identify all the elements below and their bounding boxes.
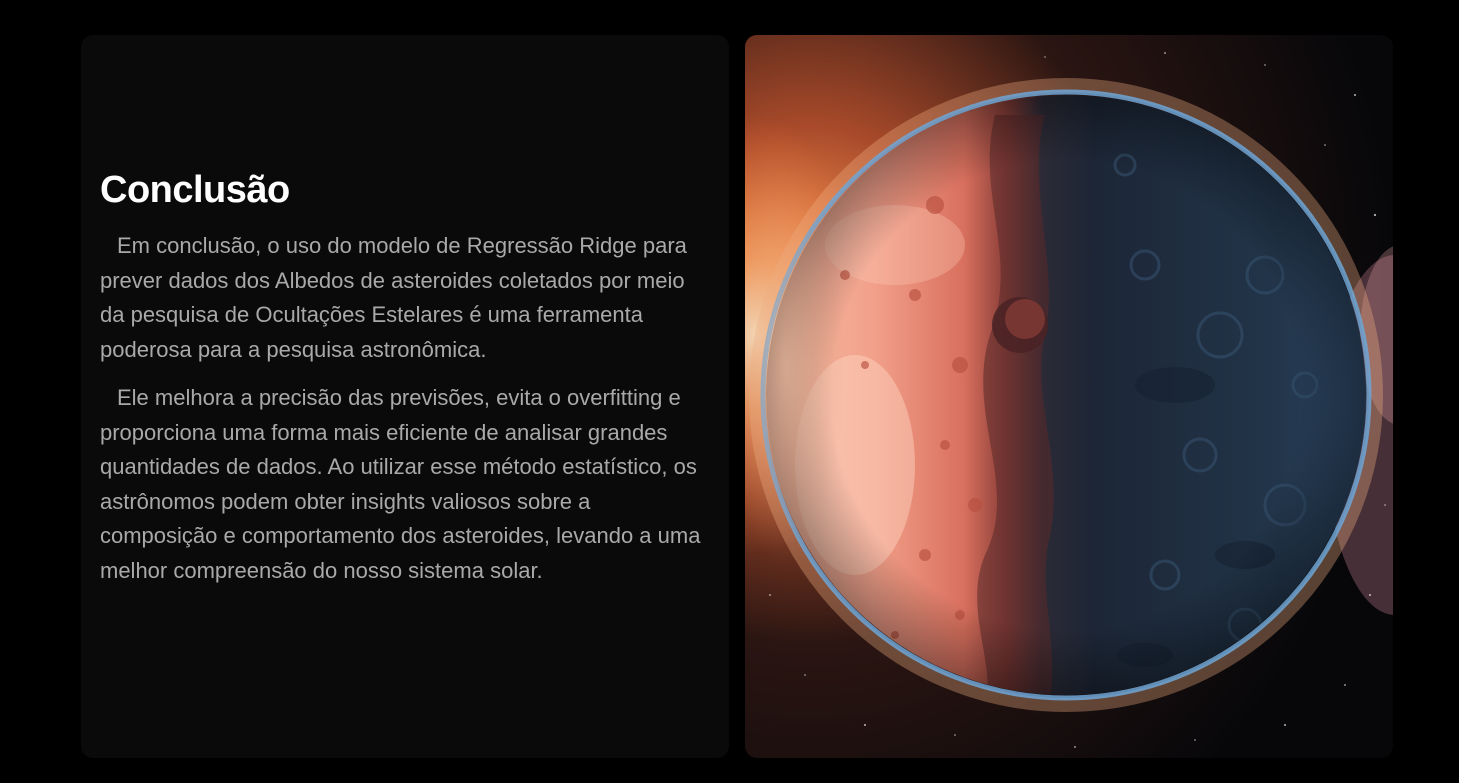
slide-title: Conclusão bbox=[100, 169, 290, 211]
text-content bbox=[100, 169, 712, 602]
paragraph-1: Em conclusão, o uso do modelo de Regressão Ridge para prever dados dos Albedos de asteroides coletados por meio da pesquisa de Ocultações Estelares é uma ferramenta poderosa para a pesquisa astronômica. bbox=[100, 233, 687, 362]
planet-image bbox=[745, 35, 1393, 758]
planet-illustration bbox=[745, 35, 1393, 758]
paragraph-2: Ele melhora a precisão das previsões, evita o overfitting e proporciona uma forma mais eficiente de analisar grandes quantidades de dados. Ao utilizar esse método estatístico, os astrônomos podem obter insights valiosos sobre a composição e comportamento dos asteroides, levando a uma melhor compreensão do nosso sistema solar. bbox=[100, 385, 701, 583]
text-card bbox=[81, 35, 729, 758]
